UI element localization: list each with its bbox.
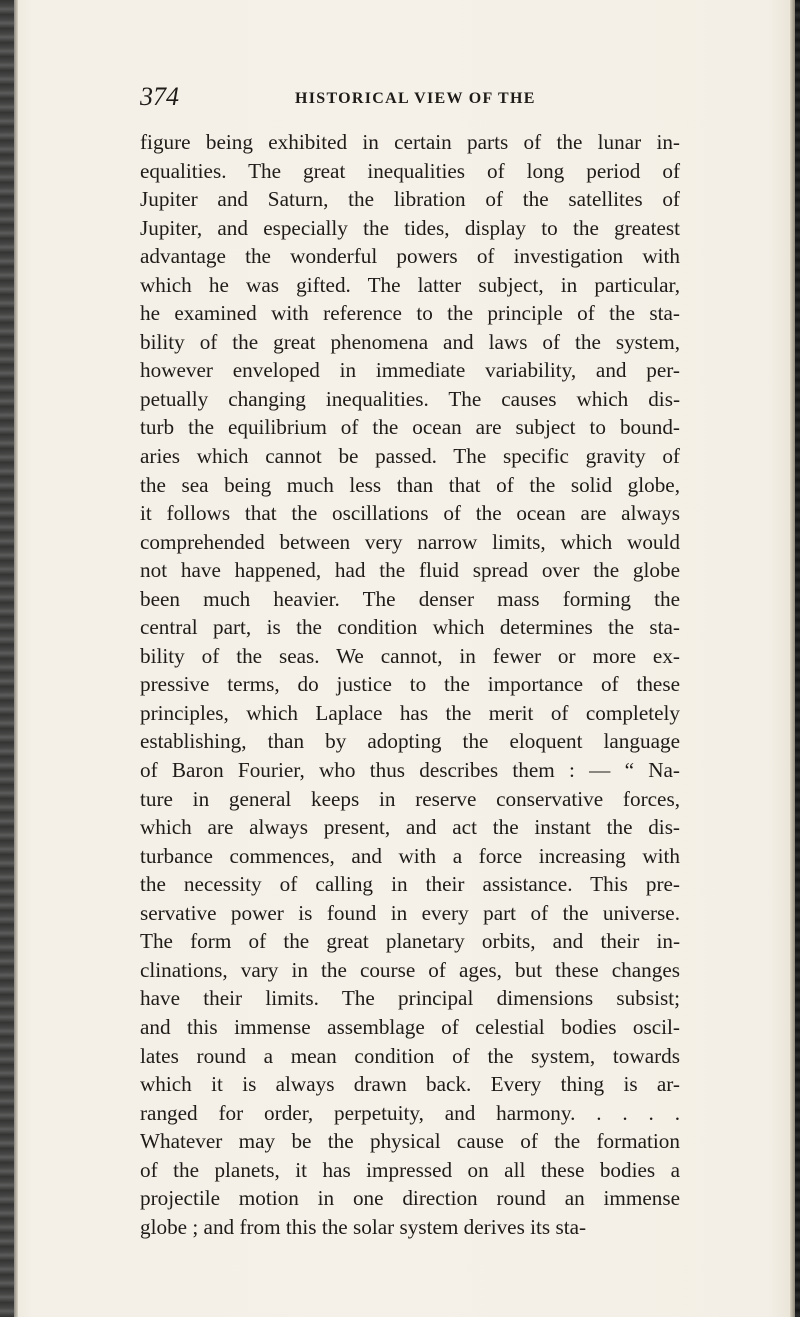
text-line: however enveloped in immediate variability, and per- xyxy=(140,358,680,383)
page-edge-dark xyxy=(795,0,800,1317)
text-line: not have happened, had the fluid spread over the globe xyxy=(140,558,680,583)
text-line: figure being exhibited in certain parts of the lunar in- xyxy=(140,130,680,154)
body-text xyxy=(140,128,680,1241)
text-line: the necessity of calling in their assistance. This pre- xyxy=(140,872,680,897)
text-line: and this immense assemblage of celestial bodies oscil- xyxy=(140,1014,680,1039)
binding-gutter xyxy=(0,0,14,1317)
page-number: 374 xyxy=(140,82,179,111)
text-line: the sea being much less than that of the solid globe, xyxy=(140,472,680,497)
text-line: projectile motion in one direction round an immense xyxy=(140,1186,680,1211)
text-line: have their limits. The principal dimensions subsist; xyxy=(140,986,680,1011)
text-line: principles, which Laplace has the merit of completely xyxy=(140,700,680,725)
text-line: ranged for order, perpetuity, and harmony. . . . . xyxy=(140,1100,680,1125)
text-line: turb the equilibrium of the ocean are subject to bound- xyxy=(140,415,680,440)
text-line: clinations, vary in the course of ages, but these changes xyxy=(140,957,680,982)
text-line: establishing, than by adopting the eloquent language xyxy=(140,729,680,754)
text-line: aries which cannot be passed. The specific gravity of xyxy=(140,444,680,469)
text-line: ture in general keeps in reserve conservative forces, xyxy=(140,786,680,811)
text-line: turbance commences, and with a force increasing with xyxy=(140,843,680,868)
text-line: comprehended between very narrow limits, which would xyxy=(140,529,680,554)
text-line: advantage the wonderful powers of investigation with xyxy=(140,244,680,269)
text-line: it follows that the oscillations of the ocean are always xyxy=(140,501,680,526)
page-header xyxy=(140,82,680,112)
text-line: he examined with reference to the principle of the sta- xyxy=(140,301,680,326)
text-line: of Baron Fourier, who thus describes them : — “ Na- xyxy=(140,758,680,783)
gutter-shadow xyxy=(14,0,18,1317)
running-head: HISTORICAL VIEW OF THE xyxy=(295,90,536,107)
text-line: pressive terms, do justice to the importance of these xyxy=(140,672,680,697)
text-line: which he was gifted. The latter subject, in particular, xyxy=(140,272,680,297)
text-line: bility of the great phenomena and laws of the system, xyxy=(140,329,680,354)
text-line: of the planets, it has impressed on all these bodies a xyxy=(140,1157,680,1182)
text-line: central part, is the condition which determines the sta- xyxy=(140,615,680,640)
text-line: globe ; and from this the solar system derives its sta- xyxy=(140,1214,587,1239)
text-line: Jupiter, and especially the tides, display to the greatest xyxy=(140,215,680,240)
text-line: which are always present, and act the instant the dis- xyxy=(140,815,680,840)
text-line: which it is always drawn back. Every thing is ar- xyxy=(140,1072,680,1097)
text-line: lates round a mean condition of the system, towards xyxy=(140,1043,680,1068)
text-line: Whatever may be the physical cause of the formation xyxy=(140,1129,680,1154)
text-line: Jupiter and Saturn, the libration of the satellites of xyxy=(140,187,680,212)
text-line: bility of the seas. We cannot, in fewer or more ex- xyxy=(140,643,680,668)
text-line: The form of the great planetary orbits, and their in- xyxy=(140,929,680,954)
text-line: equalities. The great inequalities of long period of xyxy=(140,158,680,183)
text-line: been much heavier. The denser mass forming the xyxy=(140,586,680,611)
text-line: servative power is found in every part of the universe. xyxy=(140,900,680,925)
text-line: petually changing inequalities. The causes which dis- xyxy=(140,386,680,411)
